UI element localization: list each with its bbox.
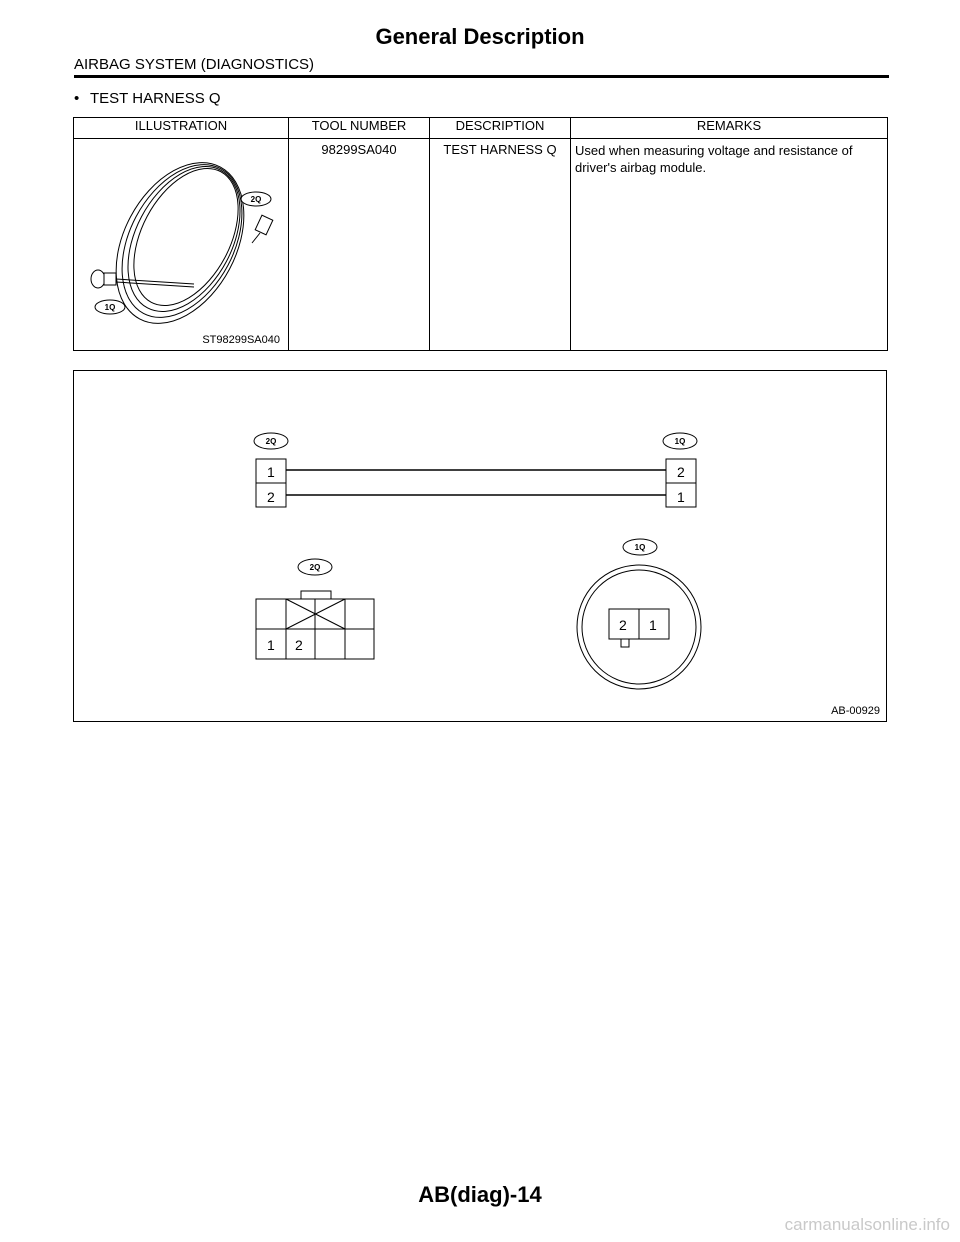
connector-1q-face <box>577 565 701 689</box>
bullet-icon: • <box>74 90 80 107</box>
bullet-heading <box>74 90 221 107</box>
description-cell: TEST HARNESS Q <box>430 139 571 351</box>
connector-1q-pin-1: 1 <box>649 617 657 633</box>
bullet-heading-text: TEST HARNESS Q <box>90 90 221 107</box>
connector-1q-label: 1Q <box>634 543 646 552</box>
right-pin-1: 1 <box>677 489 685 505</box>
left-pin-2: 2 <box>267 489 275 505</box>
table-row <box>74 139 888 351</box>
header-remarks: REMARKS <box>571 118 888 139</box>
page-number: AB(diag)-14 <box>418 1182 542 1207</box>
watermark: carmanualsonline.info <box>784 1215 950 1234</box>
connector-2q-pin-2: 2 <box>295 637 303 653</box>
connector-2q-pin-1: 1 <box>267 637 275 653</box>
tool-table <box>73 117 888 351</box>
header-illustration: ILLUSTRATION <box>74 118 289 139</box>
wiring-label-1q: 1Q <box>674 437 686 446</box>
wiring-label-2q: 2Q <box>265 437 277 446</box>
wiring-diagram-svg <box>74 371 886 721</box>
tool-number-cell: 98299SA040 <box>289 139 430 351</box>
header-rule <box>74 75 889 78</box>
page-title: General Description <box>375 24 585 49</box>
wiring-diagram <box>73 370 887 722</box>
section-header: AIRBAG SYSTEM (DIAGNOSTICS) <box>74 56 315 73</box>
connector-1q-pin-2: 2 <box>619 617 627 633</box>
table-header-row <box>74 118 888 139</box>
header-description: DESCRIPTION <box>430 118 571 139</box>
illus-label-2q: 2Q <box>250 195 262 204</box>
illustration-code: ST98299SA040 <box>202 334 280 346</box>
diagram-code: AB-00929 <box>831 705 880 717</box>
right-pin-2: 2 <box>677 464 685 480</box>
illus-label-1q: 1Q <box>104 303 116 312</box>
left-pin-1: 1 <box>267 464 275 480</box>
harness-illustration <box>74 139 288 347</box>
remarks-cell: Used when measuring voltage and resistance of driver's airbag module. <box>571 139 888 351</box>
header-tool-number: TOOL NUMBER <box>289 118 430 139</box>
connector-2q-label: 2Q <box>309 563 321 572</box>
illustration-cell <box>74 139 289 351</box>
